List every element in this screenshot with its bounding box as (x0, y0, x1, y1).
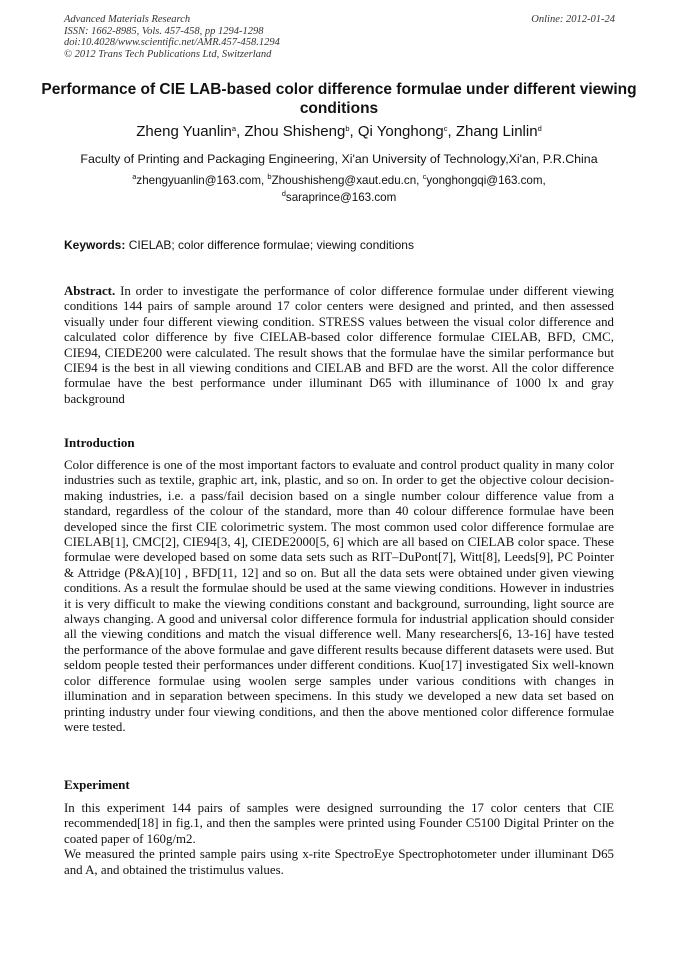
abstract (64, 284, 614, 407)
experiment-section (64, 801, 614, 878)
experiment-paragraph-2: We measured the printed sample pairs using x-rite SpectroEye Spectrophotometer under illuminant D65 and A, and obtained the tristimulus values. (64, 847, 614, 877)
author-emails (60, 173, 618, 206)
keywords (64, 237, 615, 253)
experiment-heading: Experiment (64, 777, 130, 792)
author-4: Zhang Linlin$^d$ (455, 123, 542, 140)
copyright-line: © 2012 Trans Tech Publications Ltd, Switzerland (64, 48, 272, 60)
introduction-text: Color difference is one of the most important factors to evaluate and control product quality in many color industries such as textile, graphic art, ink, plastic, and so on. In order to get the objective colour decision-making industries, i.e. a pass/fail decision based on a single number colour difference value from a standard, regardless of the colour of the standard, more than 40 colour difference formulae have been developed since the first CIE colorimetric system. The most common used color difference formulae are CIELAB[1], CMC[2], CIE94[3, 4], CIEDE2000[5, 6] which are all based on CIELAB color space. These formulae were developed based on some data sets such as RIT–DuPont[7], Witt[8], Leeds[9], PC Pointer & Attridge (P&A)[10] , BFD[11, 12] and so on. But all the data sets were obtained under given viewing conditions. As a result the formulae should be used at the same viewing conditions. However in industries it is very difficult to make the viewing conditions constant and background, surrounding, light source are always changing. A good and universal color difference formula for industrial application should consider all the viewing conditions and match the visual difference well. Many researchers[6, 13-16] have tested the performance of the above formulae and gave different results because different datasets were used. But seldom people tested their performances under different conditions. Kuo[17] investigated Six well-known color difference formulae using woolen serge samples under various conditions with changes in illumination and in separation between specimens. In this study we developed a new data set based on printing industry under four viewing conditions, and then the above mentioned color difference formulae were tested. (64, 458, 615, 734)
journal-header (64, 14, 615, 60)
email-a: $^a$zhengyuanlin@163.com, (132, 172, 268, 187)
abstract-text: In order to investigate the performance of color difference formulae under different viewing conditions 144 pairs of sample around 17 color centers were designed and printed, and then assessed visually under four different viewing condition. STRESS values between the visual color difference and calculated color difference by five CIELAB-based color difference formulae CIELAB, BFD, CMC, CIE94, CIEDE200 were calculated. The result shows that the formulae have the similar performance but CIE94 is the best in all viewing conditions and CIELAB and BFD are the worst. All the color difference formulae have the best performance under illuminant D65 with illuminance of 1000 lx and gray background (64, 284, 614, 406)
author-list (40, 122, 638, 142)
online-date: Online: 2012-01-24 (531, 14, 615, 25)
affiliation: Faculty of Printing and Packaging Engineering, Xi'an University of Technology,Xi'an, P.R.China (80, 152, 598, 166)
issn-line: ISSN: 1662-8985, Vols. 457-458, pp 1294-1298 (64, 25, 264, 37)
introduction-heading: Introduction (64, 435, 135, 450)
doi-line: doi:10.4028/www.scientific.net/AMR.457-458.1294 (64, 37, 280, 49)
experiment-paragraph-1: In this experiment 144 pairs of samples were designed surrounding the 17 color centers that CIE recommended[18] in fig.1, and then the samples were printed using Founder C5100 Digital Printer on the coated paper of 160g/m2. (64, 801, 614, 846)
author-3: Qi Yonghong$^c$, (357, 123, 456, 140)
author-1: Zheng Yuanlin$^a$, (136, 123, 245, 140)
journal-name: Advanced Materials Research (64, 14, 191, 25)
abstract-label: Abstract. (64, 284, 116, 298)
email-c: $^c$yonghongqi@163.com, (422, 172, 546, 187)
keywords-label: Keywords: (64, 238, 126, 252)
paper-title: Performance of CIE LAB-based color difference formulae under different viewing conditions (41, 81, 637, 117)
email-d: $^d$saraprince@163.com (281, 188, 397, 204)
author-2: Zhou Shisheng$^b$, (244, 123, 358, 140)
email-b: $^b$Zhoushisheng@xaut.edu.cn, (267, 172, 423, 187)
keywords-text: CIELAB; color difference formulae; viewing conditions (125, 238, 414, 252)
